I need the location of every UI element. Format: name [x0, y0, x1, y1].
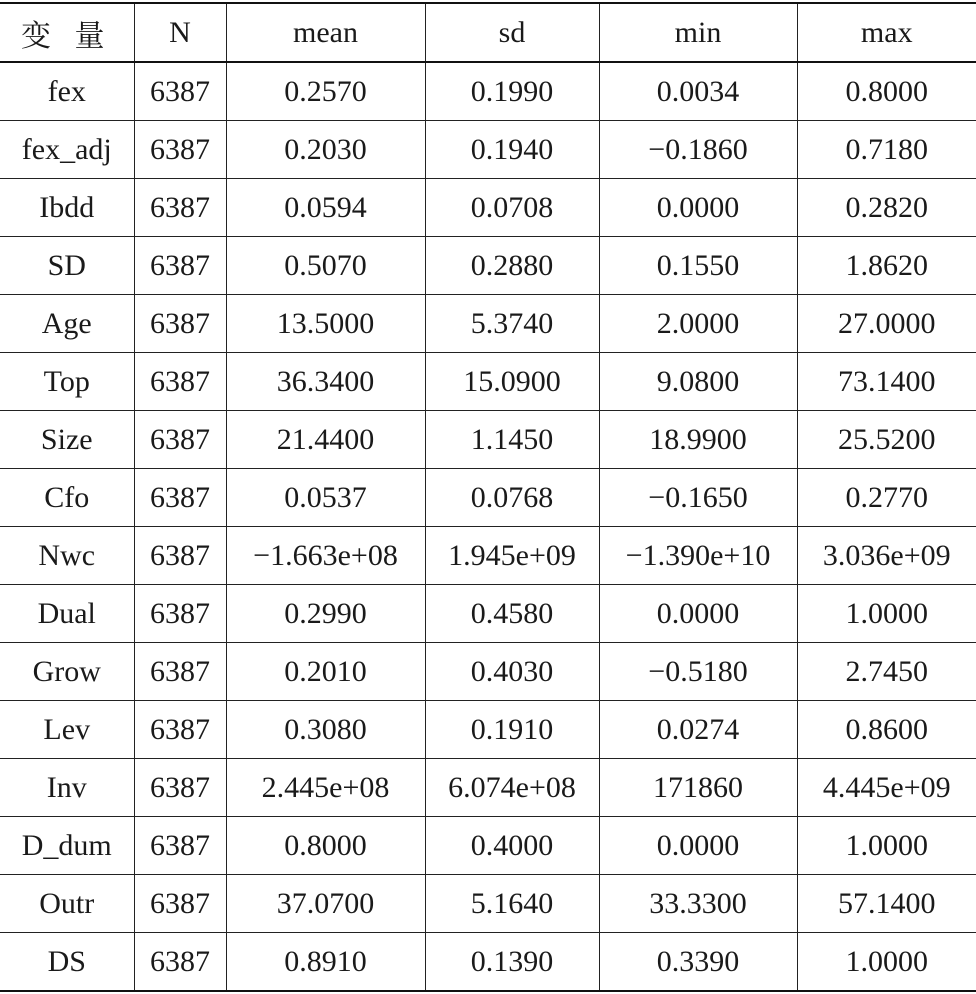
cell-variable: Grow — [0, 643, 134, 701]
cell-max: 2.7450 — [797, 643, 976, 701]
cell-max: 57.1400 — [797, 875, 976, 933]
cell-mean: 36.3400 — [226, 353, 425, 411]
cell-variable: Nwc — [0, 527, 134, 585]
cell-sd: 0.2880 — [425, 237, 599, 295]
cell-variable: fex_adj — [0, 121, 134, 179]
cell-n: 6387 — [134, 759, 226, 817]
cell-min: 0.0034 — [599, 62, 797, 121]
cell-min: 18.9900 — [599, 411, 797, 469]
cell-variable: Age — [0, 295, 134, 353]
cell-mean: 0.3080 — [226, 701, 425, 759]
cell-variable: Ibdd — [0, 179, 134, 237]
cell-min: 0.3390 — [599, 933, 797, 992]
cell-max: 1.8620 — [797, 237, 976, 295]
cell-mean: 0.2010 — [226, 643, 425, 701]
cell-mean: 0.8910 — [226, 933, 425, 992]
cell-variable: fex — [0, 62, 134, 121]
cell-variable: DS — [0, 933, 134, 992]
cell-sd: 1.1450 — [425, 411, 599, 469]
cell-mean: 0.0537 — [226, 469, 425, 527]
cell-sd: 0.4000 — [425, 817, 599, 875]
table-row — [0, 353, 976, 411]
cell-variable: Outr — [0, 875, 134, 933]
table-row — [0, 585, 976, 643]
cell-max: 0.7180 — [797, 121, 976, 179]
cell-sd: 0.1940 — [425, 121, 599, 179]
cell-variable: Size — [0, 411, 134, 469]
table-row — [0, 237, 976, 295]
cell-min: 0.0000 — [599, 179, 797, 237]
cell-n: 6387 — [134, 469, 226, 527]
cell-n: 6387 — [134, 933, 226, 992]
cell-min: 9.0800 — [599, 353, 797, 411]
cell-sd: 0.1390 — [425, 933, 599, 992]
cell-n: 6387 — [134, 643, 226, 701]
cell-variable: Top — [0, 353, 134, 411]
cell-variable: Dual — [0, 585, 134, 643]
header-variable: 变 量 — [0, 3, 134, 62]
cell-max: 1.0000 — [797, 933, 976, 992]
cell-min: 171860 — [599, 759, 797, 817]
table-row — [0, 527, 976, 585]
cell-sd: 0.0708 — [425, 179, 599, 237]
cell-n: 6387 — [134, 353, 226, 411]
header-max: max — [797, 3, 976, 62]
cell-mean: −1.663e+08 — [226, 527, 425, 585]
cell-mean: 37.0700 — [226, 875, 425, 933]
cell-sd: 0.0768 — [425, 469, 599, 527]
cell-max: 27.0000 — [797, 295, 976, 353]
cell-min: 0.1550 — [599, 237, 797, 295]
table-body — [0, 62, 976, 991]
cell-min: 2.0000 — [599, 295, 797, 353]
descriptive-stats-table — [0, 2, 976, 992]
cell-n: 6387 — [134, 411, 226, 469]
cell-min: 33.3300 — [599, 875, 797, 933]
cell-mean: 0.2030 — [226, 121, 425, 179]
cell-min: −0.1860 — [599, 121, 797, 179]
cell-sd: 15.0900 — [425, 353, 599, 411]
cell-variable: SD — [0, 237, 134, 295]
cell-variable: Lev — [0, 701, 134, 759]
cell-sd: 0.1910 — [425, 701, 599, 759]
cell-mean: 0.8000 — [226, 817, 425, 875]
table-row — [0, 817, 976, 875]
cell-max: 3.036e+09 — [797, 527, 976, 585]
cell-min: 0.0000 — [599, 585, 797, 643]
cell-max: 0.8000 — [797, 62, 976, 121]
table-row — [0, 643, 976, 701]
table-row — [0, 469, 976, 527]
table-row — [0, 62, 976, 121]
cell-n: 6387 — [134, 62, 226, 121]
cell-n: 6387 — [134, 527, 226, 585]
cell-sd: 0.1990 — [425, 62, 599, 121]
cell-max: 73.1400 — [797, 353, 976, 411]
header-min: min — [599, 3, 797, 62]
cell-max: 0.2820 — [797, 179, 976, 237]
table-row — [0, 701, 976, 759]
cell-mean: 0.0594 — [226, 179, 425, 237]
cell-n: 6387 — [134, 121, 226, 179]
cell-sd: 5.3740 — [425, 295, 599, 353]
table-row — [0, 933, 976, 992]
cell-n: 6387 — [134, 701, 226, 759]
cell-mean: 2.445e+08 — [226, 759, 425, 817]
cell-min: −0.5180 — [599, 643, 797, 701]
cell-max: 1.0000 — [797, 817, 976, 875]
cell-max: 25.5200 — [797, 411, 976, 469]
cell-variable: Inv — [0, 759, 134, 817]
table-row — [0, 295, 976, 353]
table-row — [0, 121, 976, 179]
cell-mean: 21.4400 — [226, 411, 425, 469]
cell-n: 6387 — [134, 179, 226, 237]
cell-sd: 6.074e+08 — [425, 759, 599, 817]
cell-sd: 0.4030 — [425, 643, 599, 701]
table-row — [0, 759, 976, 817]
cell-max: 1.0000 — [797, 585, 976, 643]
header-n: N — [134, 3, 226, 62]
header-mean: mean — [226, 3, 425, 62]
cell-n: 6387 — [134, 237, 226, 295]
cell-mean: 0.2990 — [226, 585, 425, 643]
cell-min: 0.0000 — [599, 817, 797, 875]
descriptive-stats-table-wrapper — [0, 2, 976, 992]
table-row — [0, 179, 976, 237]
cell-max: 0.8600 — [797, 701, 976, 759]
cell-sd: 1.945e+09 — [425, 527, 599, 585]
cell-min: 0.0274 — [599, 701, 797, 759]
cell-n: 6387 — [134, 585, 226, 643]
header-row — [0, 3, 976, 62]
table-row — [0, 411, 976, 469]
cell-sd: 0.4580 — [425, 585, 599, 643]
cell-sd: 5.1640 — [425, 875, 599, 933]
cell-max: 4.445e+09 — [797, 759, 976, 817]
cell-n: 6387 — [134, 295, 226, 353]
cell-variable: Cfo — [0, 469, 134, 527]
cell-variable: D_dum — [0, 817, 134, 875]
cell-n: 6387 — [134, 817, 226, 875]
cell-mean: 13.5000 — [226, 295, 425, 353]
cell-mean: 0.5070 — [226, 237, 425, 295]
cell-min: −1.390e+10 — [599, 527, 797, 585]
cell-n: 6387 — [134, 875, 226, 933]
cell-min: −0.1650 — [599, 469, 797, 527]
header-sd: sd — [425, 3, 599, 62]
table-row — [0, 875, 976, 933]
cell-max: 0.2770 — [797, 469, 976, 527]
cell-mean: 0.2570 — [226, 62, 425, 121]
